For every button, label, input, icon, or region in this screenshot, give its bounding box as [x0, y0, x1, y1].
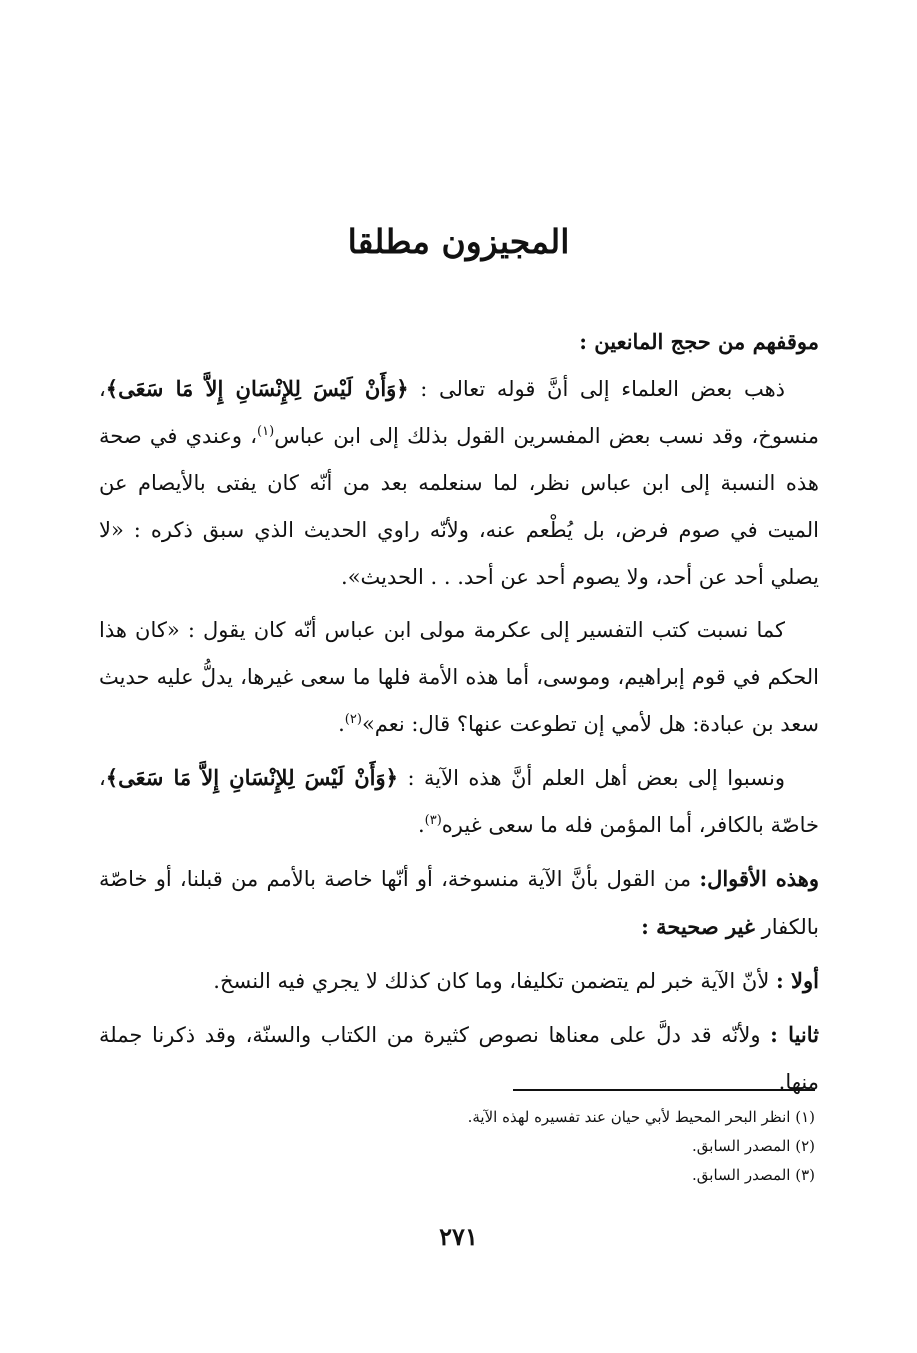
- paragraph-1-middle: ، منسوخ، وقد نسب بعض المفسرين القول بذلك إلى ابن عباس: [99, 377, 819, 448]
- footnote-ref-3: (٣): [424, 813, 442, 828]
- paragraph-5: [99, 957, 819, 1005]
- main-text: [99, 318, 819, 1106]
- paragraph-6: [99, 1011, 819, 1106]
- paragraph-5-lead: أولا :: [775, 968, 819, 993]
- footnote-3: (٣) المصدر السابق.: [692, 1166, 815, 1184]
- paragraph-6-text: ولأنّه قد دلَّ على معناها نصوص كثيرة من الكتاب والسنّة، وقد ذكرنا جملة منها.: [99, 1023, 819, 1094]
- page-number: ٢٧١: [439, 1222, 478, 1251]
- quran-verse-2: ﴿وَأَنْ لَيْسَ لِلإِنْسَانِ إِلاَّ مَا سَعَى﴾: [105, 765, 398, 790]
- footnote-1: (١) انظر البحر المحيط لأبي حيان عند تفسيره لهذه الآية.: [467, 1108, 815, 1126]
- section-subheading: موقفهم من حجج المانعين :: [579, 329, 819, 354]
- paragraph-6-lead: ثانيا :: [770, 1022, 819, 1047]
- footnote-ref-1: (١): [257, 424, 275, 439]
- footnote-2: (٢) المصدر السابق.: [692, 1137, 815, 1155]
- quran-verse-1: ﴿وَأَنْ لَيْسَ لِلإِنْسَانِ إِلاَّ مَا سَعَى﴾: [105, 376, 409, 401]
- paragraph-2-end: .: [338, 712, 345, 736]
- paragraph-4-lead: وهذه الأقوال:: [699, 866, 819, 891]
- footnotes: [315, 1103, 815, 1190]
- paragraph-4-text: من القول بأنَّ الآية منسوخة، أو أنّها خاصة بالأمم من قبلنا، أو خاصّة بالكفار: [99, 867, 819, 939]
- paragraph-3-intro: ونسبوا إلى بعض أهل العلم أنَّ هذه الآية :: [397, 766, 785, 790]
- paragraph-3: [99, 754, 819, 849]
- footnote-ref-2: (٢): [344, 712, 362, 727]
- paragraph-3-end: .: [417, 813, 425, 837]
- paragraph-1-rest: ، وعندي في صحة هذه النسبة إلى ابن عباس نظر، لما سنعلمه بعد من أنّه كان يفتى بالأيصام عن الميت في صوم فرض، بل يُطْعم عنه، ولأنّه راوي الحديث الذي سبق ذكره : «لا يصلي أحد عن أحد، ولا يصوم أحد عن أحد. . . الحديث».: [99, 424, 819, 589]
- paragraph-5-text: لأنّ الآية خبر لم يتضمن تكليفا، وما كان كذلك لا يجري فيه النسخ.: [213, 969, 776, 993]
- paragraph-4-tail: غير صحيحة :: [641, 914, 755, 939]
- paragraph-3-rest: ، خاصّة بالكافر، أما المؤمن فله ما سعى غيره: [99, 766, 819, 837]
- paragraph-2-text: كما نسبت كتب التفسير إلى عكرمة مولى ابن عباس أنّه كان يقول : «كان هذا الحكم في قوم إبراهيم، وموسى، أما هذه الأمة فلها ما سعى غيرها، يدلُّ عليه حديث سعد بن عبادة: هل لأمي إن تطوعت عنها؟ قال: نعم»: [99, 618, 819, 736]
- paragraph-1-intro: ذهب بعض العلماء إلى أنَّ قوله تعالى :: [408, 377, 785, 401]
- chapter-title: المجيزون مطلقا: [347, 222, 570, 261]
- footnote-divider: [513, 1089, 815, 1091]
- paragraph-4: [99, 855, 819, 951]
- paragraph-2: [99, 607, 819, 748]
- paragraph-1: [99, 365, 819, 601]
